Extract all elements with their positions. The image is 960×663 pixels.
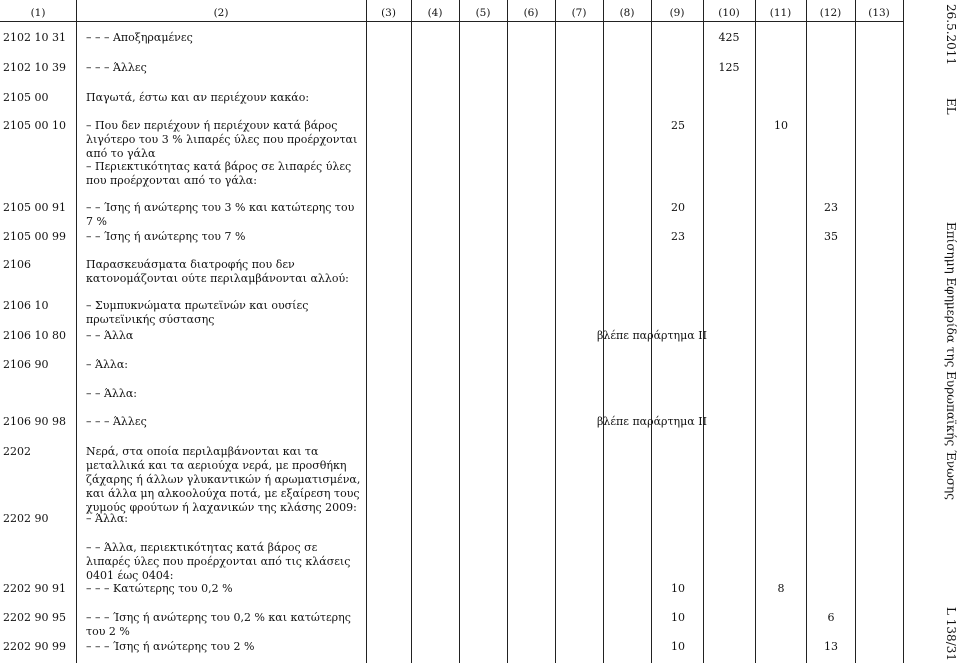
rate-col-9: 10 (671, 640, 685, 653)
tariff-code: 2202 90 91 (3, 582, 66, 595)
tariff-description: – – – Ίσης ή ανώτερης του 0,2 % και κατώτερης του 2 % (86, 611, 351, 638)
tariff-description: – – – Κατώτερης του 0,2 % (86, 582, 233, 595)
tariff-description: – Άλλα: (86, 512, 129, 525)
tariff-description: Νερά, στα οποία περιλαμβάνονται και τα μεταλλικά και τα αεριούχα νερά, με προσθήκη ζάχαρης ή άλλων γλυκαντικών ή αρωματισμένα, και άλλα μη αλκοολούχα ποτά, με εξαίρεση τους χυμούς φρούτων ή λαχανικών της κλάσης 2009: (86, 445, 361, 514)
col-header-5: (5) (475, 7, 491, 19)
page-margin (904, 0, 960, 663)
tariff-code: 2105 00 91 (3, 201, 66, 214)
tariff-code: 2106 90 98 (3, 415, 66, 428)
tariff-description: – – Άλλα: (86, 387, 138, 400)
rate-col-9: 10 (671, 611, 685, 624)
tariff-code: 2106 10 (3, 299, 49, 312)
tariff-code: 2105 00 (3, 91, 49, 104)
col-header-11: (11) (769, 7, 792, 19)
tariff-description: – Που δεν περιέχουν ή περιέχουν κατά βάρος λιγότερο του 3 % λιπαρές ύλες που προέρχονται από το γάλα (86, 119, 358, 160)
col-header-13: (13) (868, 7, 890, 19)
tariff-code: 2202 90 99 (3, 640, 66, 653)
rate-col-11: 8 (777, 582, 785, 595)
tariff-description: – Άλλα: (86, 358, 129, 371)
tariff-description: – – – Ίσης ή ανώτερης του 2 % (86, 640, 255, 653)
see-annex-note: βλέπε παράρτημα II (597, 415, 707, 428)
col-header-7: (7) (571, 7, 587, 19)
col-header-4: (4) (427, 7, 443, 19)
col-header-10: (10) (718, 7, 740, 19)
tariff-code: 2202 90 (3, 512, 49, 525)
tariff-description: Παγωτά, έστω και αν περιέχουν κακάο: (86, 91, 310, 104)
language-code: EL (944, 98, 958, 115)
tariff-description: – – Άλλα, περιεκτικότητας κατά βάρος σε λιπαρές ύλες που προέρχονται από τις κλάσεις 0401 έως 0404: (86, 541, 351, 582)
tariff-description: – – Ίσης ή ανώτερης του 3 % και κατώτερης του 7 % (86, 201, 355, 228)
tariff-code: 2105 00 10 (3, 119, 66, 132)
col-header-9: (9) (669, 7, 685, 19)
tariff-description: Παρασκευάσματα διατροφής που δεν κατονομάζονται ούτε περιλαμβάνονται αλλού: (86, 258, 349, 285)
tariff-description: – – – Αποξηραμένες (86, 31, 193, 44)
see-annex-note: βλέπε παράρτημα II (597, 329, 707, 342)
journal-title: Επίσημη Εφημερίδα της Ευρωπαϊκής Ένωσης (944, 222, 958, 500)
tariff-description: – – Ίσης ή ανώτερης του 7 % (86, 230, 246, 243)
tariff-code: 2202 90 95 (3, 611, 66, 624)
col-header-3: (3) (381, 7, 396, 19)
tariff-code: 2106 (3, 258, 31, 271)
rate-col-9: 25 (671, 119, 685, 132)
rate-col-12: 35 (824, 230, 838, 243)
page-reference: L 138/31 (944, 607, 958, 661)
rate-col-10: 425 (718, 31, 740, 44)
tariff-code: 2105 00 99 (3, 230, 66, 243)
tariff-code: 2102 10 39 (3, 61, 66, 74)
tariff-code: 2106 90 (3, 358, 49, 371)
tariff-code: 2106 10 80 (3, 329, 66, 342)
tariff-description: – Συμπυκνώματα πρωτεϊνών και ουσίες πρωτεϊνικής σύστασης (86, 299, 309, 326)
rate-col-12: 13 (824, 640, 838, 653)
col-header-12: (12) (819, 7, 842, 19)
rate-col-9: 10 (671, 582, 685, 595)
col-header-8: (8) (619, 7, 635, 19)
rate-col-9: 23 (671, 230, 685, 243)
tariff-description: – Περιεκτικότητας κατά βάρος σε λιπαρές ύλες που προέρχονται από το γάλα: (86, 160, 352, 187)
col-header-1: (1) (30, 7, 46, 19)
rate-col-12: 6 (827, 611, 835, 624)
tariff-description: – – – Άλλες (86, 61, 147, 74)
col-header-6: (6) (523, 7, 539, 19)
rate-col-9: 20 (671, 201, 685, 214)
tariff-description: – – Άλλα (86, 329, 134, 342)
rate-col-11: 10 (774, 119, 788, 132)
publication-date: 26.5.2011 (944, 4, 958, 66)
rate-col-10: 125 (718, 61, 740, 74)
tariff-code: 2202 (3, 445, 31, 458)
tariff-code: 2102 10 31 (3, 31, 66, 44)
rate-col-12: 23 (824, 201, 838, 214)
tariff-description: – – – Άλλες (86, 415, 147, 428)
col-header-2: (2) (213, 7, 229, 19)
